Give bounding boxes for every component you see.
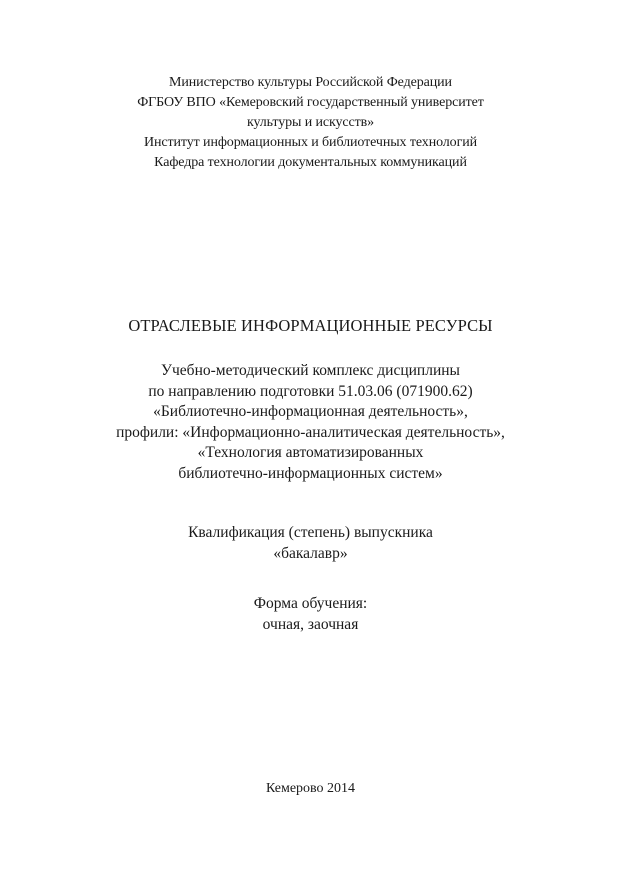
- document-title-text: ОТРАСЛЕВЫЕ ИНФОРМАЦИОННЫЕ РЕСУРСЫ: [128, 316, 493, 335]
- ministry-line: Министерство культуры Российской Федерации: [169, 75, 452, 90]
- footer-city-year: [0, 779, 621, 799]
- description-line: Учебно-методический комплекс дисциплины: [161, 362, 460, 379]
- qualification-value: «бакалавр»: [273, 545, 348, 562]
- document-description: [0, 361, 621, 484]
- city-year-text: Кемерово 2014: [265, 781, 356, 796]
- qualification-label: Квалификация (степень) выпускника: [188, 524, 433, 541]
- description-line: «Технология автоматизированных: [197, 444, 424, 461]
- description-line: профили: «Информационно-аналитическая деятельность»,: [116, 423, 505, 441]
- department-line: Кафедра технологии документальных коммуникаций: [154, 155, 467, 170]
- university-line-continued: культуры и искусств»: [246, 115, 375, 130]
- description-line: библиотечно-информационных систем»: [178, 464, 443, 482]
- document-title: [0, 315, 621, 337]
- description-line: по направлению подготовки 51.03.06 (071900.62): [148, 382, 473, 400]
- university-line: ФГБОУ ВПО «Кемеровский государственный университет: [137, 95, 484, 110]
- study-form-label: Форма обучения:: [253, 595, 368, 612]
- study-form-value: очная, заочная: [262, 616, 359, 633]
- qualification-block: [0, 522, 621, 564]
- description-line: «Библиотечно-информационная деятельность»,: [153, 403, 468, 420]
- study-form-block: [0, 593, 621, 635]
- institution-header: [0, 73, 621, 173]
- institute-line: Институт информационных и библиотечных технологий: [143, 135, 478, 150]
